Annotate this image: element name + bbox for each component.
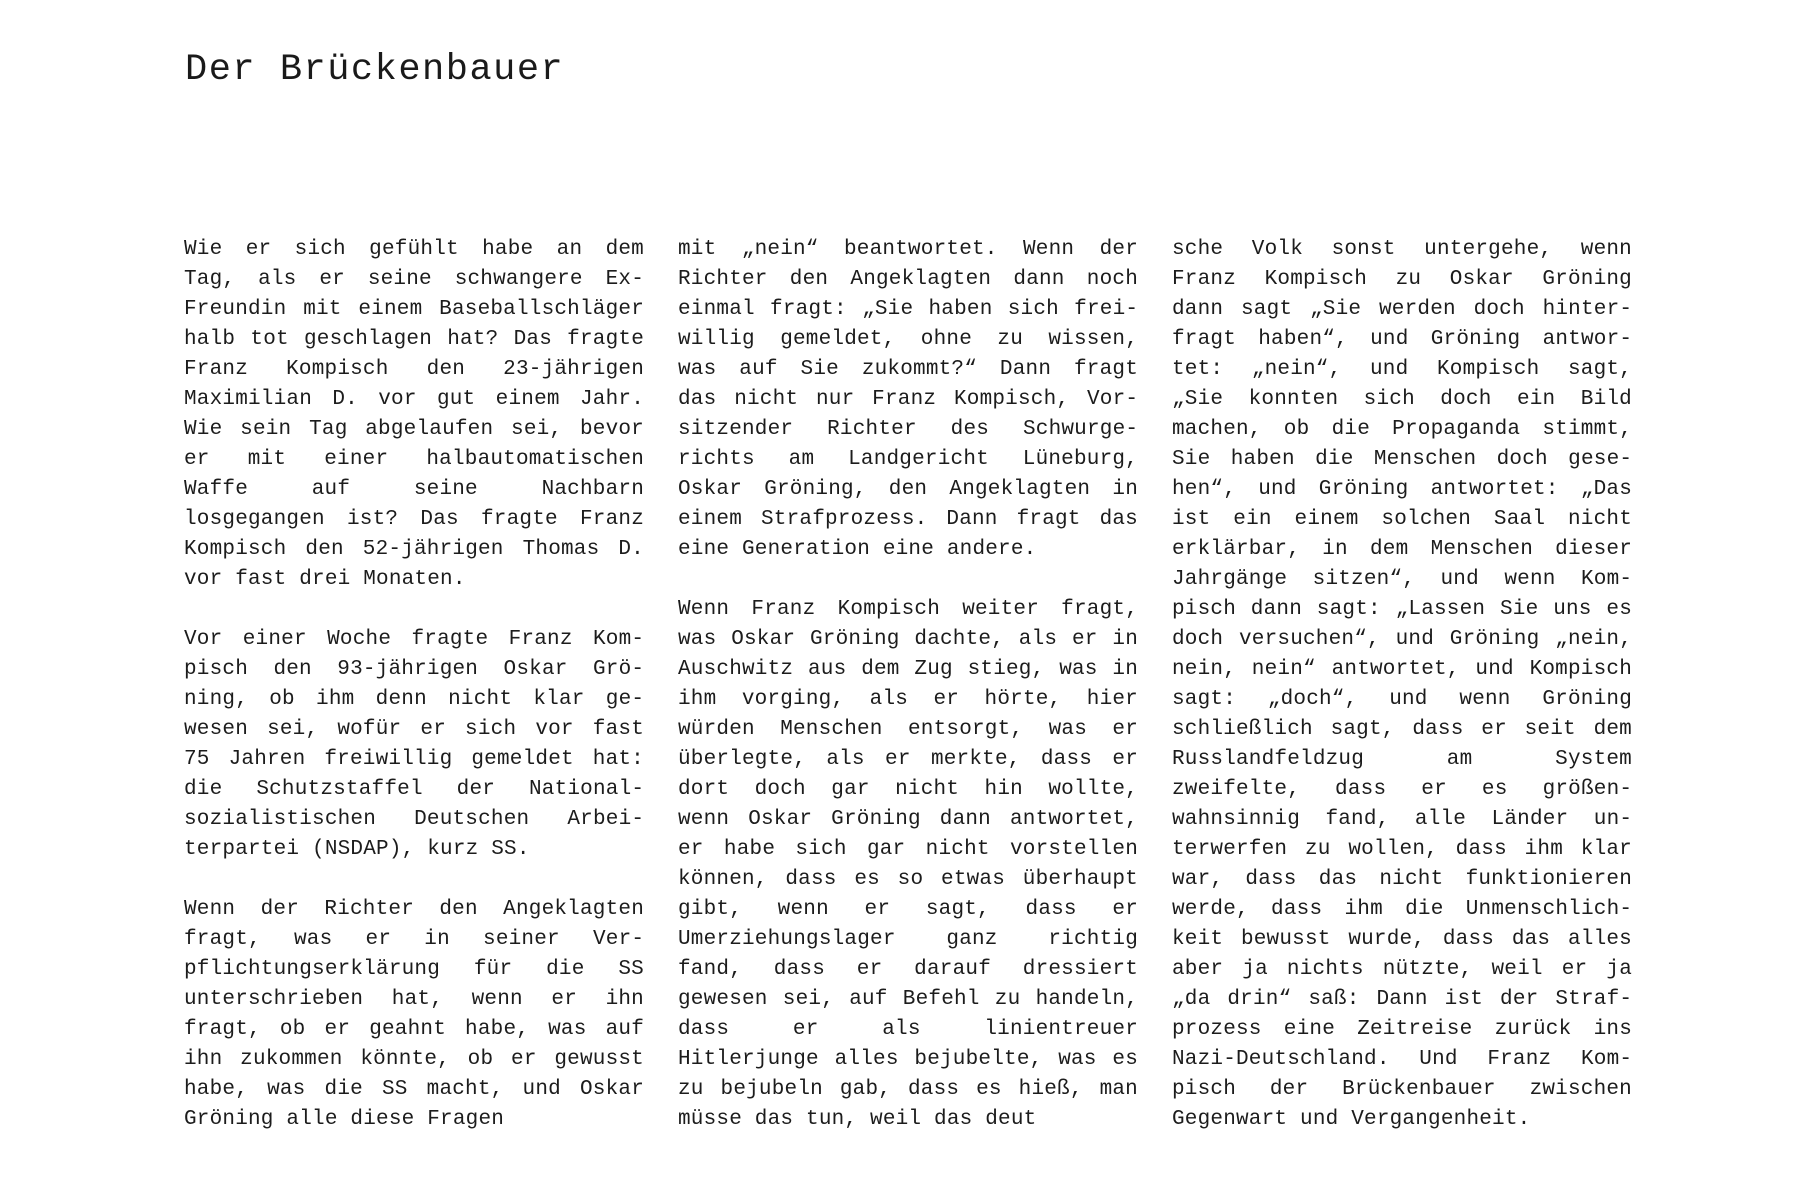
paragraph: Wenn Franz Kompisch weiter fragt, was Oskar Gröning dachte, als er in Auschwitz aus dem Zug stieg, was in ihm vorging, als er hörte, hier würden Menschen entsorgt, was er überlegte, als er merkte, dass er dort doch gar nicht hin wollte, wenn Oskar Gröning dann antwortet, er habe sich gar nicht vorstellen können, dass es so etwas überhaupt gibt, wenn er sagt, dass er Umerziehungslager ganz richtig fand, dass er darauf dressiert gewesen sei, auf Befehl zu handeln, dass er als linientreuer Hitlerjunge alles bejubelte, was es zu bejubeln gab, dass es hieß, man müsse das tun, weil das deut: [678, 598, 1138, 1131]
article-column-3: [1172, 235, 1632, 1135]
page-title: Der Brückenbauer: [185, 49, 565, 91]
article-body: [184, 235, 1634, 1135]
paragraph: Vor einer Woche fragte Franz Kompisch den 93-jährigen Oskar Gröning, ob ihm denn nicht klar gewesen sei, wofür er sich vor fast 75 Jahren freiwillig gemeldet hat: die Schutzstaffel der Nationalsozialistischen Deutschen Arbeiterpartei (NSDAP), kurz SS.: [184, 628, 644, 861]
paragraph: mit „nein“ beantwortet. Wenn der Richter den Angeklagten dann noch einmal fragt: „Sie haben sich freiwillig gemeldet, ohne zu wissen, was auf Sie zukommt?“ Dann fragt das nicht nur Franz Kompisch, Vorsitzender Richter des Schwurgerichts am Landgericht Lüneburg, Oskar Gröning, den Angeklagten in einem Strafprozess. Dann fragt das eine Generation eine andere.: [678, 238, 1138, 561]
paragraph: Wie er sich gefühlt habe an dem Tag, als er seine schwangere Ex-Freundin mit einem Baseballschläger halb tot geschlagen hat? Das fragte Franz Kompisch den 23-jährigen Maximilian D. vor gut einem Jahr. Wie sein Tag abgelaufen sei, bevor er mit einer halbautomatischen Waffe auf seine Nachbarn losgegangen ist? Das fragte Franz Kompisch den 52-jährigen Thomas D. vor fast drei Monaten.: [184, 238, 644, 591]
article-column-1: [184, 235, 644, 1135]
paragraph: sche Volk sonst untergehe, wenn Franz Kompisch zu Oskar Gröning dann sagt „Sie werden doch hinterfragt haben“, und Gröning antwortet: „nein“, und Kompisch sagt, „Sie konnten sich doch ein Bild machen, ob die Propaganda stimmt, Sie haben die Menschen doch gesehen“, und Gröning antwortet: „Das ist ein einem solchen Saal nicht erklärbar, in dem Menschen dieser Jahrgänge sitzen“, und wenn Kompisch dann sagt: „Lassen Sie uns es doch versuchen“, und Gröning „nein, nein, nein“ antwortet, und Kompisch sagt: „doch“, und wenn Gröning schließlich sagt, dass er seit dem Russlandfeldzug am System zweifelte, dass er es größenwahnsinnig fand, alle Länder unterwerfen zu wollen, dass ihm klar war, dass das nicht funktionieren werde, dass ihm die Unmenschlichkeit bewusst wurde, dass das alles aber ja nichts nützte, weil er ja „da drin“ saß: Dann ist der Strafprozess eine Zeitreise zurück ins Nazi-Deutschland. Und Franz Kompisch der Brückenbauer zwischen Gegenwart und Vergangenheit.: [1172, 238, 1632, 1131]
paragraph: Wenn der Richter den Angeklagten fragt, was er in seiner Verpflichtungserklärung für die SS unterschrieben hat, wenn er ihn fragt, ob er geahnt habe, was auf ihn zukommen könnte, ob er gewusst habe, was die SS macht, und Oskar Gröning alle diese Fragen: [184, 898, 644, 1131]
article-column-2: [678, 235, 1138, 1135]
